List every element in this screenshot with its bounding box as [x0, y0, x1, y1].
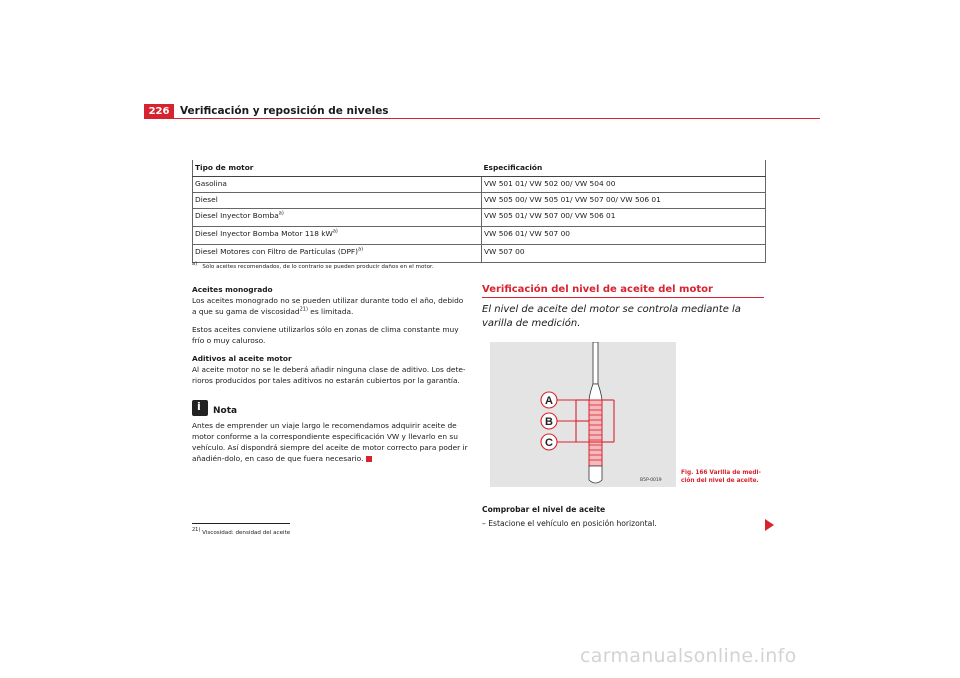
table-cell-spec: VW 506 01/ VW 507 00 [482, 227, 766, 245]
section-rule [482, 297, 764, 298]
table-cell-engine [193, 209, 482, 227]
footnote-text: Viscosidad: densidad del aceite [202, 530, 291, 536]
marker-c [541, 434, 557, 450]
table-cell-spec: VW 501 01/ VW 502 00/ VW 504 00 [482, 177, 766, 193]
table-header-row [193, 160, 766, 177]
mono-heading: Aceites monogrado [192, 285, 273, 294]
leader-lines [556, 400, 614, 442]
table-row [193, 227, 766, 245]
marker-a [541, 392, 557, 408]
table-row [193, 209, 766, 227]
footnote-mark: a) [192, 261, 198, 268]
table-header-engine: Tipo de motor [193, 160, 482, 177]
oil-spec-table [192, 160, 766, 263]
dipstick-tip [589, 466, 602, 483]
page-footnote [192, 527, 291, 536]
dipstick-illustration [490, 342, 676, 487]
footnote-ref: a) [358, 246, 364, 253]
check-heading: Comprobar el nivel de aceite [482, 505, 606, 514]
dipstick-rod [593, 342, 598, 384]
footnote-ref: 21) [299, 306, 308, 313]
table-row [193, 193, 766, 209]
table-cell-engine [193, 193, 482, 209]
engine-label: Diesel [195, 195, 218, 204]
table-cell-spec: VW 507 00 [482, 245, 766, 263]
info-icon-glyph: i [197, 400, 201, 413]
mono-text-end: es limitada. [307, 307, 354, 316]
svg-text:A: A [545, 395, 553, 407]
table-cell-engine [193, 245, 482, 263]
table-header-spec: Especificación [482, 160, 766, 177]
section-intro: El nivel de aceite del motor se controla mediante la varilla de medición. [482, 304, 741, 329]
engine-label: Diesel Inyector Bomba [195, 211, 279, 220]
table-row [193, 245, 766, 263]
additives-paragraph: Al aceite motor no se le deberá añadir ninguna clase de aditivo. Los dete-rioros producidos por tales aditivos no estarán cubiertos por la garantía. [192, 365, 466, 385]
engine-label: Gasolina [195, 179, 227, 188]
footnote-rule [192, 523, 290, 524]
watermark: carmanualsonline.info [580, 645, 797, 667]
dipstick-figure [490, 342, 676, 487]
end-marker-icon [366, 456, 372, 462]
table-row [193, 177, 766, 193]
mono-text: Los aceites monogrado no se pueden utilizar durante todo el año, debido a que su gama de viscosidad [192, 296, 464, 316]
footnote-ref: a) [278, 210, 284, 217]
check-step: – Estacione el vehículo en posición horizontal. [482, 519, 657, 528]
note-paragraph [192, 420, 468, 464]
table-cell-spec: VW 505 00/ VW 505 01/ VW 507 00/ VW 506 01 [482, 193, 766, 209]
footnote-text: Sólo aceites recomendados, de lo contrario se pueden producir daños en el motor. [202, 264, 434, 270]
additives-heading: Aditivos al aceite motor [192, 354, 292, 363]
engine-label: Diesel Inyector Bomba Motor 118 kW [195, 229, 333, 238]
header-rule [144, 118, 820, 119]
table-cell-engine [193, 177, 482, 193]
svg-text:B: B [545, 416, 553, 428]
mono-paragraph-2: Estos aceites conviene utilizarlos sólo en zonas de clima constante muy frío o muy caluroso. [192, 325, 459, 345]
note-title: Nota [213, 406, 238, 416]
footnote-mark: 21) [192, 527, 201, 534]
note-text: Antes de emprender un viaje largo le recomendamos adquirir aceite de motor conforme a la correspondiente especificación VW y llevarlo en su vehículo. Así dispondrá siempre del aceite de motor correcto para poder ir añadién-dolo, en caso de que fuera necesario. [192, 421, 468, 463]
table-cell-engine [193, 227, 482, 245]
section-heading: Verificación del nivel de aceite del motor [482, 284, 713, 295]
running-title: Verificación y reposición de niveles [180, 105, 389, 117]
figure-code: B5P-0019 [640, 478, 662, 483]
mono-paragraph-1 [192, 295, 468, 317]
page-number: 226 [144, 104, 174, 119]
table-footnote [192, 261, 434, 270]
engine-label: Diesel Motores con Filtro de Partículas (DPF) [195, 247, 359, 256]
info-icon [192, 400, 208, 416]
marker-b [541, 413, 557, 429]
footnote-ref: a) [332, 228, 338, 235]
svg-text:C: C [545, 437, 553, 449]
dipstick-neck [589, 384, 602, 400]
figure-caption: Fig. 166 Varilla de medi-ción del nivel de aceite. [681, 470, 761, 484]
continue-arrow-icon [765, 519, 774, 531]
table-cell-spec: VW 505 01/ VW 507 00/ VW 506 01 [482, 209, 766, 227]
